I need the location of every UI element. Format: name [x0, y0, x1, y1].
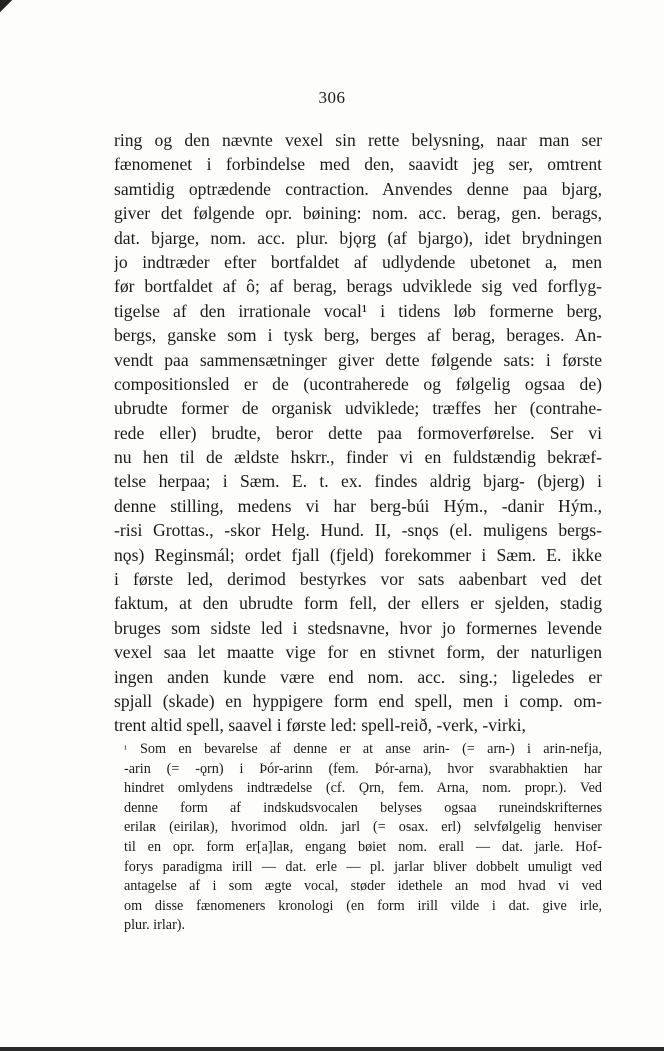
- body-line: dat. bjarge, nom. acc. plur. bjǫrg (af bjargo), idet brydningen: [114, 227, 602, 248]
- scan-corner-mark: [0, 0, 18, 12]
- body-line: denne stilling, medens vi har berg-búi Hým., -danir Hým.,: [114, 495, 602, 516]
- scan-bottom-edge: [0, 1047, 664, 1051]
- body-line: spjall (skade) en hyppigere form end spell, men i comp. om-: [114, 690, 602, 711]
- footnote-line: til en opr. form er[a]laʀ, engang bøiet nom. erall — dat. jarle. Hof-: [124, 838, 602, 855]
- footnote-line: denne form af indskudsvocalen belyses ogsaa runeindskrifternes: [124, 799, 602, 816]
- body-line: -risi Grottas., -skor Helg. Hund. II, -snǫs (el. muligens bergs-: [114, 520, 602, 541]
- body-line: telse herpaa; i Sæm. E. t. ex. findes aldrig bjarg- (bjerg) i: [114, 471, 602, 492]
- body-line: rede eller) brudte, beror dette paa formoverførelse. Ser vi: [114, 422, 602, 443]
- body-line: bergs, ganske som i tysk berg, berges af berag, berages. An-: [114, 325, 602, 346]
- body-line: trent altid spell, saavel i første led: spell-reið, -verk, -virki,: [114, 715, 526, 736]
- footnote-line: Som en bevarelse af denne er at anse arin- (= arn-) i arin-nefja,: [140, 741, 602, 757]
- body-line: samtidig optrædende contraction. Anvendes denne paa bjarg,: [114, 178, 602, 199]
- footnote-line: forys paradigma irill — dat. erle — pl. jarlar bliver dobbelt umuligt ved: [124, 858, 602, 875]
- page-number: 306: [318, 88, 346, 107]
- body-line: ingen anden kunde være end nom. acc. sing.; ligeledes er: [114, 666, 602, 687]
- body-line: ubrudte former de organisk udviklede; træffes her (contrahe-: [114, 398, 602, 419]
- footnote-line: om disse fænomeners kronologi (en form irill vilde i dat. give irle,: [124, 897, 602, 914]
- footnote-lines: [124, 740, 602, 936]
- body-line: vexel saa let maatte vige for en stivnet form, der naturligen: [114, 642, 602, 663]
- footnote-line: -arin (= -ǫrn) i Þór-arinn (fem. Þór-arna), hvor svarabhaktien har: [124, 760, 602, 777]
- body-line: nu hen til de ældste hskrr., finder vi en fuldstændig bekræf-: [114, 447, 602, 468]
- body-line: compositionsled er de (ucontraherede og følgelig ogsaa de): [114, 373, 602, 394]
- body-line: bruges som sidste led i stedsnavne, hvor jo formernes levende: [114, 617, 602, 638]
- footnote-line: erilaʀ (eirilaʀ), hvorimod oldn. jarl (= osax. erl) selvfølgelig henviser: [124, 819, 602, 836]
- body-line: jo indtræder efter bortfaldet af udlydende ubetonet a, men: [114, 251, 602, 272]
- footnote-line: plur. irlar).: [124, 917, 186, 934]
- body-line: vendt paa sammensætninger giver dette følgende sats: i første: [114, 349, 602, 370]
- body-line: ring og den nævnte vexel sin rette belysning, naar man ser: [114, 130, 602, 150]
- body-line: tigelse af den irrationale vocal¹ i tidens løb formerne berg,: [114, 300, 602, 321]
- body-line: fænomenet i forbindelse med den, saavidt jeg ser, omtrent: [114, 154, 602, 175]
- body-text: [114, 128, 602, 738]
- body-line: giver det følgende opr. bøining: nom. acc. berag, gen. berags,: [114, 203, 602, 224]
- body-line: i første led, derimod bestyrkes vor sats aabenbart ved det: [114, 569, 602, 590]
- footnote-marker: ¹: [124, 744, 127, 755]
- footnote-line: antagelse af i som ægte vocal, støder idethele an mod hvad vi ved: [124, 878, 602, 895]
- body-line: før bortfaldet af ô; af berag, berags udviklede sig ved forflyg-: [114, 276, 602, 297]
- body-line: nǫs) Reginsmál; ordet fjall (fjeld) forekommer i Sæm. E. ikke: [114, 544, 602, 565]
- footnote: [124, 740, 602, 936]
- footnote-line: hindret omlydens indtrædelse (cf. Ǫrn, fem. Arna, nom. propr.). Ved: [124, 780, 602, 797]
- body-line: faktum, at den ubrudte form fell, der ellers er sjelden, stadig: [114, 593, 602, 614]
